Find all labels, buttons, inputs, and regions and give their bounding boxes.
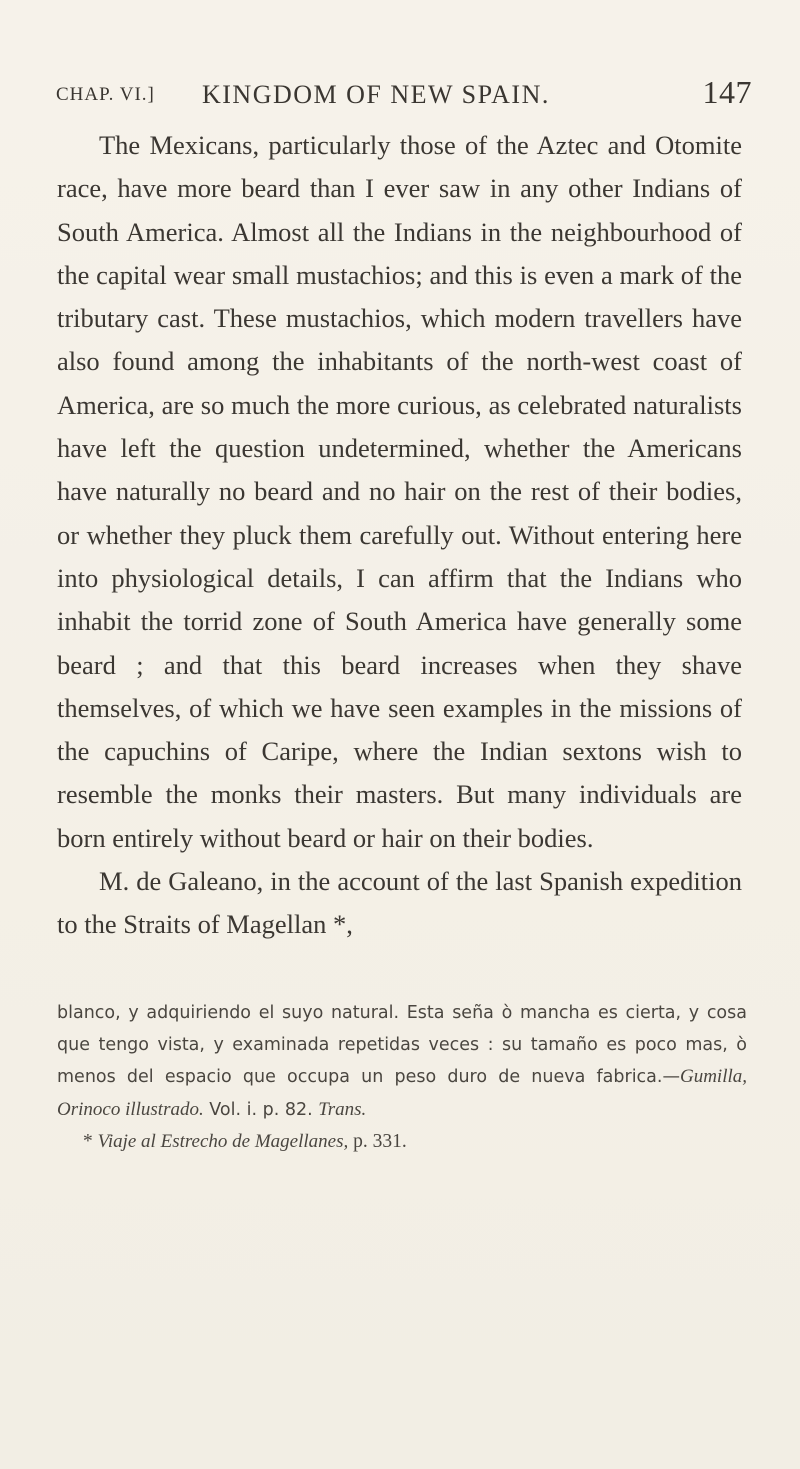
body-text [57, 124, 742, 947]
footnote-viaje [57, 1126, 747, 1158]
footnote-gumilla [57, 998, 747, 1126]
footnote-gumilla-trans: Trans. [318, 1098, 367, 1120]
footnote-gumilla-volume: Vol. i. p. 82. [203, 1099, 319, 1120]
footnotes [57, 998, 747, 1158]
footnote-viaje-page: p. 331. [348, 1131, 407, 1152]
footnote-viaje-citation: Viaje al Estrecho de Magellanes, [97, 1131, 349, 1152]
footnote-gumilla-text: blanco, y adquiriendo el suyo natural. Esta seña ò mancha es cierta, y cosa que tengo vista, y examinada repetidas veces : su tamaño es poco mas, ò menos del espacio que occupa un peso duro de nueva fabrica.— [57, 1003, 747, 1087]
footnote-viaje-mark: * [83, 1131, 98, 1152]
running-head [44, 74, 752, 118]
paragraph-mexicans-beard: The Mexicans, particularly those of the Aztec and Otomite race, have more beard than I ever saw in any other Indians of South America. Almost all the Indians in the neighbourhood of the capital wear small mustachios; and this is even a mark of the tributary cast. These mustachios, which modern travellers have also found among the inhabitants of the north-west coast of America, are so much the more curious, as celebrated naturalists have left the question undetermined, whether the Americans have naturally no beard and no hair on the rest of their bodies, or whether they pluck them carefully out. Without entering here into physiological details, I can affirm that the Indians who inhabit the torrid zone of South America have generally some beard ; and that this beard increases when they shave themselves, of which we have seen examples in the missions of the capuchins of Caripe, where the Indian sextons wish to resemble the monks their masters. But many individuals are born entirely without beard or hair on their bodies. [57, 130, 742, 853]
page-title: KINGDOM OF NEW SPAIN. [202, 80, 550, 109]
footnote-gumilla-citation: Gumilla, Orinoco illustrado. [57, 1066, 747, 1120]
chapter-label: CHAP. VI.] [56, 84, 155, 105]
page-number: 147 [702, 74, 752, 110]
paragraph-galeano: M. de Galeano, in the account of the last Spanish expedition to the Straits of Magellan *, [57, 866, 742, 940]
